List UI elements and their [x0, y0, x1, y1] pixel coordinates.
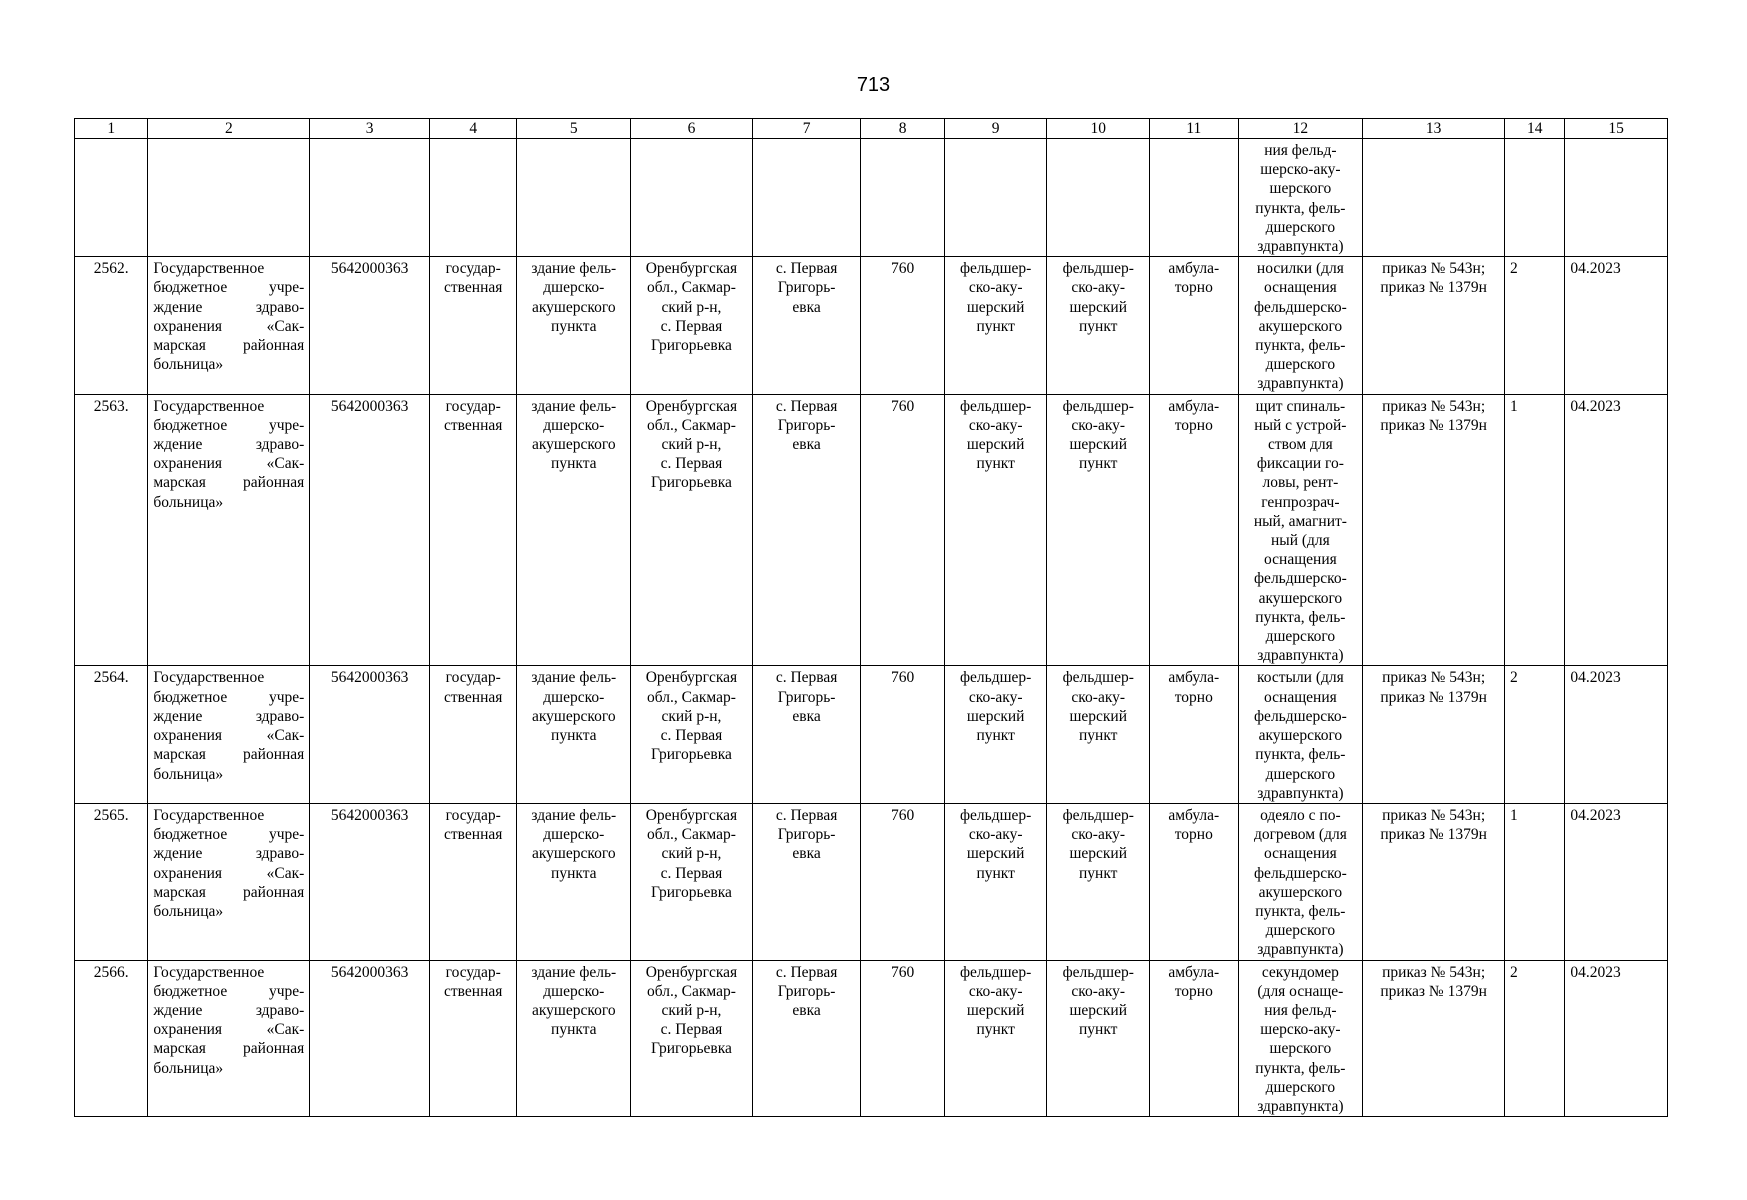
- inn-cell: 5642000363: [310, 960, 430, 1117]
- settlement-cell: с. Первая Григорь- евка: [752, 666, 861, 803]
- empty-cell: [1363, 139, 1505, 257]
- row-number-cell: 2566.: [75, 960, 148, 1117]
- continuation-row: [75, 139, 1668, 257]
- empty-cell: [861, 139, 944, 257]
- order-cell: приказ № 543н; приказ № 1379н: [1363, 666, 1505, 803]
- order-cell: приказ № 543н; приказ № 1379н: [1363, 257, 1505, 394]
- table-row: [75, 960, 1668, 1117]
- settlement-cell: с. Первая Григорь- евка: [752, 257, 861, 394]
- order-cell: приказ № 543н; приказ № 1379н: [1363, 394, 1505, 666]
- empty-cell: [752, 139, 861, 257]
- empty-cell: [310, 139, 430, 257]
- column-number: 12: [1238, 119, 1363, 139]
- settlement-cell: с. Первая Григорь- евка: [752, 394, 861, 666]
- facility-type-cell: фельдшер- ско-аку- шерский пункт: [944, 803, 1047, 960]
- facility-type-cell: фельдшер- ско-аку- шерский пункт: [944, 257, 1047, 394]
- table-row: [75, 803, 1668, 960]
- facility-type-cell: фельдшер- ско-аку- шерский пункт: [944, 960, 1047, 1117]
- empty-cell: [148, 139, 310, 257]
- column-number: 9: [944, 119, 1047, 139]
- quantity-cell: 1: [1505, 394, 1565, 666]
- row-number-cell: 2565.: [75, 803, 148, 960]
- settlement-cell: с. Первая Григорь- евка: [752, 960, 861, 1117]
- care-form-cell: амбула- торно: [1150, 257, 1239, 394]
- quantity-cell: 1: [1505, 803, 1565, 960]
- care-form-cell: амбула- торно: [1150, 960, 1239, 1117]
- building-cell: здание фель- дшерско- акушерского пункта: [517, 960, 631, 1117]
- order-cell: приказ № 543н; приказ № 1379н: [1363, 960, 1505, 1117]
- column-number: 2: [148, 119, 310, 139]
- column-number: 3: [310, 119, 430, 139]
- empty-cell: [1565, 139, 1668, 257]
- column-number: 15: [1565, 119, 1668, 139]
- quantity-cell: 2: [1505, 960, 1565, 1117]
- address-cell: Оренбургская обл., Сакмар- ский р-н, с. Первая Григорьевка: [631, 257, 753, 394]
- population-cell: 760: [861, 960, 944, 1117]
- settlement-cell: с. Первая Григорь- евка: [752, 803, 861, 960]
- equipment-cell: костыли (для оснащения фельдшерско- акушерского пункта, фель- дшерского здравпункта): [1238, 666, 1363, 803]
- column-number: 8: [861, 119, 944, 139]
- facility-subtype-cell: фельдшер- ско-аку- шерский пункт: [1047, 803, 1150, 960]
- empty-cell: [631, 139, 753, 257]
- population-cell: 760: [861, 803, 944, 960]
- table-row: [75, 666, 1668, 803]
- population-cell: 760: [861, 394, 944, 666]
- date-cell: 04.2023: [1565, 257, 1668, 394]
- ownership-cell: государ- ственная: [429, 394, 516, 666]
- column-number: 4: [429, 119, 516, 139]
- empty-cell: [75, 139, 148, 257]
- population-cell: 760: [861, 257, 944, 394]
- ownership-cell: государ- ственная: [429, 803, 516, 960]
- register-table: [74, 118, 1668, 1117]
- care-form-cell: амбула- торно: [1150, 666, 1239, 803]
- empty-cell: [944, 139, 1047, 257]
- equipment-cell: щит спиналь- ный с устрой- ством для фиксации го- ловы, рент- генпрозрач- ный, амагнит- ный (для оснащения фельдшерско- акушерского пункта, фель- дшерского здравпункта): [1238, 394, 1363, 666]
- quantity-cell: 2: [1505, 666, 1565, 803]
- date-cell: 04.2023: [1565, 666, 1668, 803]
- care-form-cell: амбула- торно: [1150, 394, 1239, 666]
- table-row: [75, 257, 1668, 394]
- column-number-row: [75, 119, 1668, 139]
- quantity-cell: 2: [1505, 257, 1565, 394]
- ownership-cell: государ- ственная: [429, 960, 516, 1117]
- row-number-cell: 2562.: [75, 257, 148, 394]
- ownership-cell: государ- ственная: [429, 257, 516, 394]
- column-number: 10: [1047, 119, 1150, 139]
- empty-cell: [517, 139, 631, 257]
- row-number-cell: 2564.: [75, 666, 148, 803]
- facility-subtype-cell: фельдшер- ско-аку- шерский пункт: [1047, 394, 1150, 666]
- column-number: 14: [1505, 119, 1565, 139]
- inn-cell: 5642000363: [310, 394, 430, 666]
- table-row: [75, 394, 1668, 666]
- building-cell: здание фель- дшерско- акушерского пункта: [517, 257, 631, 394]
- building-cell: здание фель- дшерско- акушерского пункта: [517, 803, 631, 960]
- facility-type-cell: фельдшер- ско-аку- шерский пункт: [944, 394, 1047, 666]
- facility-type-cell: фельдшер- ско-аку- шерский пункт: [944, 666, 1047, 803]
- equipment-cell: секундомер (для оснаще- ния фельд- шерско-аку- шерского пункта, фель- дшерского здравпункта): [1238, 960, 1363, 1117]
- column-number: 7: [752, 119, 861, 139]
- column-number: 13: [1363, 119, 1505, 139]
- ownership-cell: государ- ственная: [429, 666, 516, 803]
- empty-cell: [429, 139, 516, 257]
- facility-subtype-cell: фельдшер- ско-аку- шерский пункт: [1047, 666, 1150, 803]
- inn-cell: 5642000363: [310, 666, 430, 803]
- population-cell: 760: [861, 666, 944, 803]
- building-cell: здание фель- дшерско- акушерского пункта: [517, 394, 631, 666]
- empty-cell: [1047, 139, 1150, 257]
- column-number: 6: [631, 119, 753, 139]
- equipment-cell: ния фельд- шерско-аку- шерского пункта, фель- дшерского здравпункта): [1238, 139, 1363, 257]
- care-form-cell: амбула- торно: [1150, 803, 1239, 960]
- equipment-cell: одеяло с по- догревом (для оснащения фельдшерско- акушерского пункта, фель- дшерского здравпункта): [1238, 803, 1363, 960]
- inn-cell: 5642000363: [310, 257, 430, 394]
- inn-cell: 5642000363: [310, 803, 430, 960]
- facility-subtype-cell: фельдшер- ско-аку- шерский пункт: [1047, 257, 1150, 394]
- address-cell: Оренбургская обл., Сакмар- ский р-н, с. Первая Григорьевка: [631, 803, 753, 960]
- empty-cell: [1505, 139, 1565, 257]
- building-cell: здание фель- дшерско- акушерского пункта: [517, 666, 631, 803]
- column-number: 1: [75, 119, 148, 139]
- organization-cell: Государственное бюджетное учре-ждение здраво-охранения «Сак-марская районная больница»: [148, 394, 310, 666]
- address-cell: Оренбургская обл., Сакмар- ский р-н, с. Первая Григорьевка: [631, 666, 753, 803]
- address-cell: Оренбургская обл., Сакмар- ский р-н, с. Первая Григорьевка: [631, 394, 753, 666]
- organization-cell: Государственное бюджетное учре-ждение здраво-охранения «Сак-марская районная больница»: [148, 257, 310, 394]
- column-number: 5: [517, 119, 631, 139]
- organization-cell: Государственное бюджетное учре-ждение здраво-охранения «Сак-марская районная больница»: [148, 666, 310, 803]
- organization-cell: Государственное бюджетное учре-ждение здраво-охранения «Сак-марская районная больница»: [148, 803, 310, 960]
- date-cell: 04.2023: [1565, 960, 1668, 1117]
- row-number-cell: 2563.: [75, 394, 148, 666]
- date-cell: 04.2023: [1565, 394, 1668, 666]
- page-number: 713: [856, 74, 891, 96]
- organization-cell: Государственное бюджетное учре-ждение здраво-охранения «Сак-марская районная больница»: [148, 960, 310, 1117]
- column-number: 11: [1150, 119, 1239, 139]
- facility-subtype-cell: фельдшер- ско-аку- шерский пункт: [1047, 960, 1150, 1117]
- order-cell: приказ № 543н; приказ № 1379н: [1363, 803, 1505, 960]
- address-cell: Оренбургская обл., Сакмар- ский р-н, с. Первая Григорьевка: [631, 960, 753, 1117]
- equipment-cell: носилки (для оснащения фельдшерско- акушерского пункта, фель- дшерского здравпункта): [1238, 257, 1363, 394]
- date-cell: 04.2023: [1565, 803, 1668, 960]
- empty-cell: [1150, 139, 1239, 257]
